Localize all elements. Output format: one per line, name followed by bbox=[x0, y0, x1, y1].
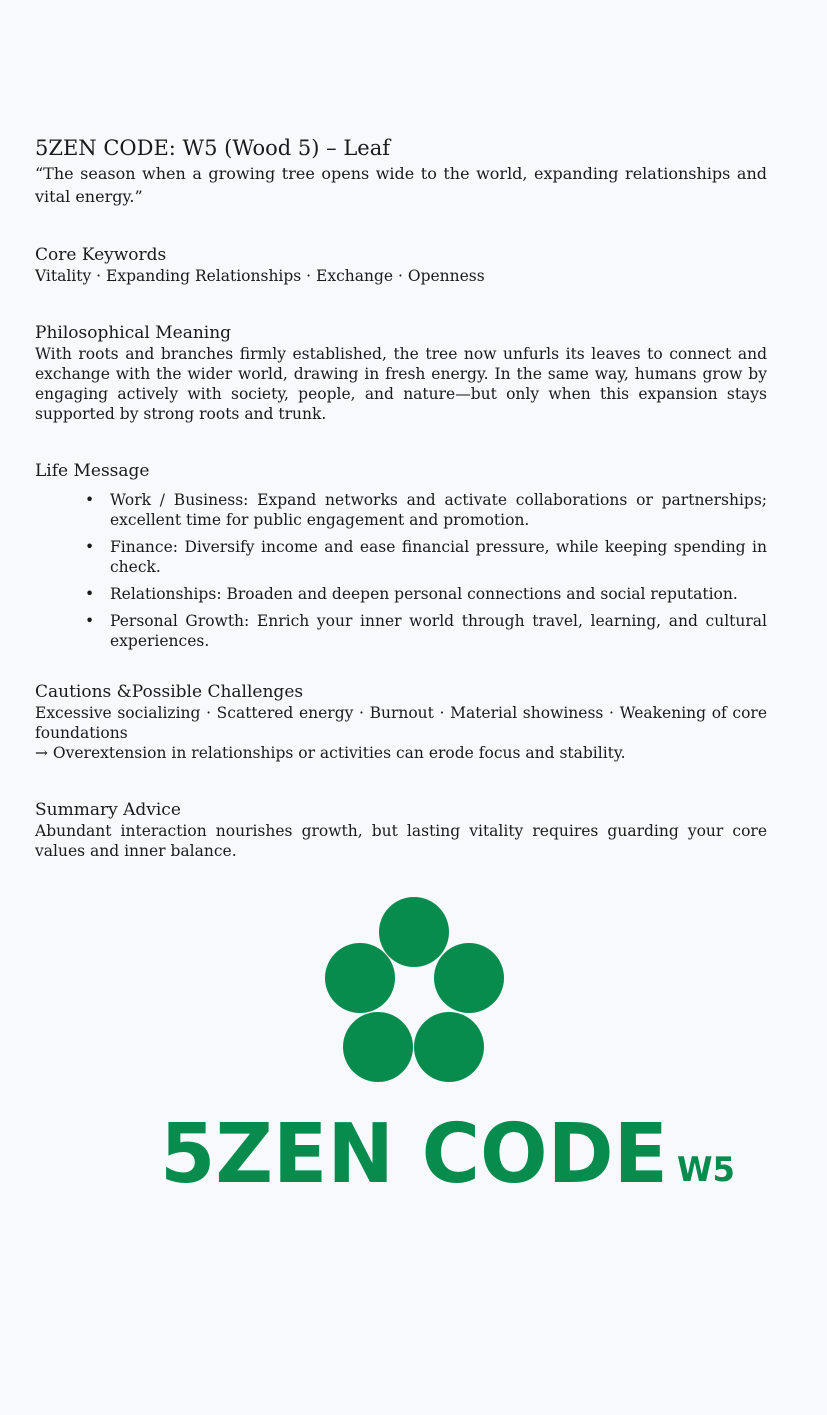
core-keywords-heading: Core Keywords bbox=[35, 245, 167, 265]
life-message-heading: Life Message bbox=[35, 461, 150, 481]
summary-text: Abundant interaction nourishes growth, but lasting vitality requires guarding your core values and inner balance. bbox=[35, 822, 767, 860]
five-circles-logo-icon bbox=[325, 897, 504, 1082]
bullet-icon: • bbox=[85, 585, 95, 603]
logo-code-text: W5 bbox=[677, 1150, 735, 1190]
life-message-section bbox=[35, 460, 767, 651]
cautions-section bbox=[35, 681, 767, 763]
page-title: 5ZEN CODE: W5 (Wood 5) – Leaf bbox=[35, 136, 390, 160]
philosophical-section bbox=[35, 322, 767, 424]
summary-section bbox=[35, 799, 767, 861]
core-keywords-section bbox=[35, 244, 767, 286]
life-message-list bbox=[35, 490, 767, 651]
logo bbox=[0, 890, 827, 1210]
bullet-icon: • bbox=[85, 612, 95, 630]
cautions-note: → Overextension in relationships or activities can erode focus and stability. bbox=[35, 744, 626, 762]
logo-graphic bbox=[0, 890, 827, 1210]
list-item: • Relationships: Broaden and deepen personal connections and social reputation. bbox=[85, 585, 738, 603]
philosophical-heading: Philosophical Meaning bbox=[35, 323, 232, 343]
list-item: • Finance: Diversify income and ease financial pressure, while keeping spending in check. bbox=[85, 538, 767, 576]
cautions-heading: Cautions &Possible Challenges bbox=[35, 682, 304, 702]
philosophical-text: With roots and branches firmly established, the tree now unfurls its leaves to connect and exchange with the wider world, drawing in fresh energy. In the same way, humans grow by engaging actively with society, people, and nature—but only when this expansion stays supported by strong roots and trunk. bbox=[35, 345, 767, 423]
bullet-icon: • bbox=[85, 491, 95, 509]
document-content bbox=[35, 134, 767, 861]
quote: “The season when a growing tree opens wide to the world, expanding relationships and vital energy.” bbox=[35, 164, 767, 206]
logo-brand-text: 5ZEN CODE bbox=[160, 1107, 668, 1202]
list-item: • Personal Growth: Enrich your inner world through travel, learning, and cultural experiences. bbox=[85, 612, 767, 650]
cautions-text: Excessive socializing · Scattered energy · Burnout · Material showiness · Weakening of core foundations bbox=[35, 704, 767, 742]
bullet-icon: • bbox=[85, 538, 95, 556]
summary-heading: Summary Advice bbox=[35, 800, 181, 820]
list-item: • Work / Business: Expand networks and activate collaborations or partnerships; excellent time for public engagement and promotion. bbox=[85, 491, 767, 529]
core-keywords-text: Vitality · Expanding Relationships · Exchange · Openness bbox=[35, 267, 485, 285]
